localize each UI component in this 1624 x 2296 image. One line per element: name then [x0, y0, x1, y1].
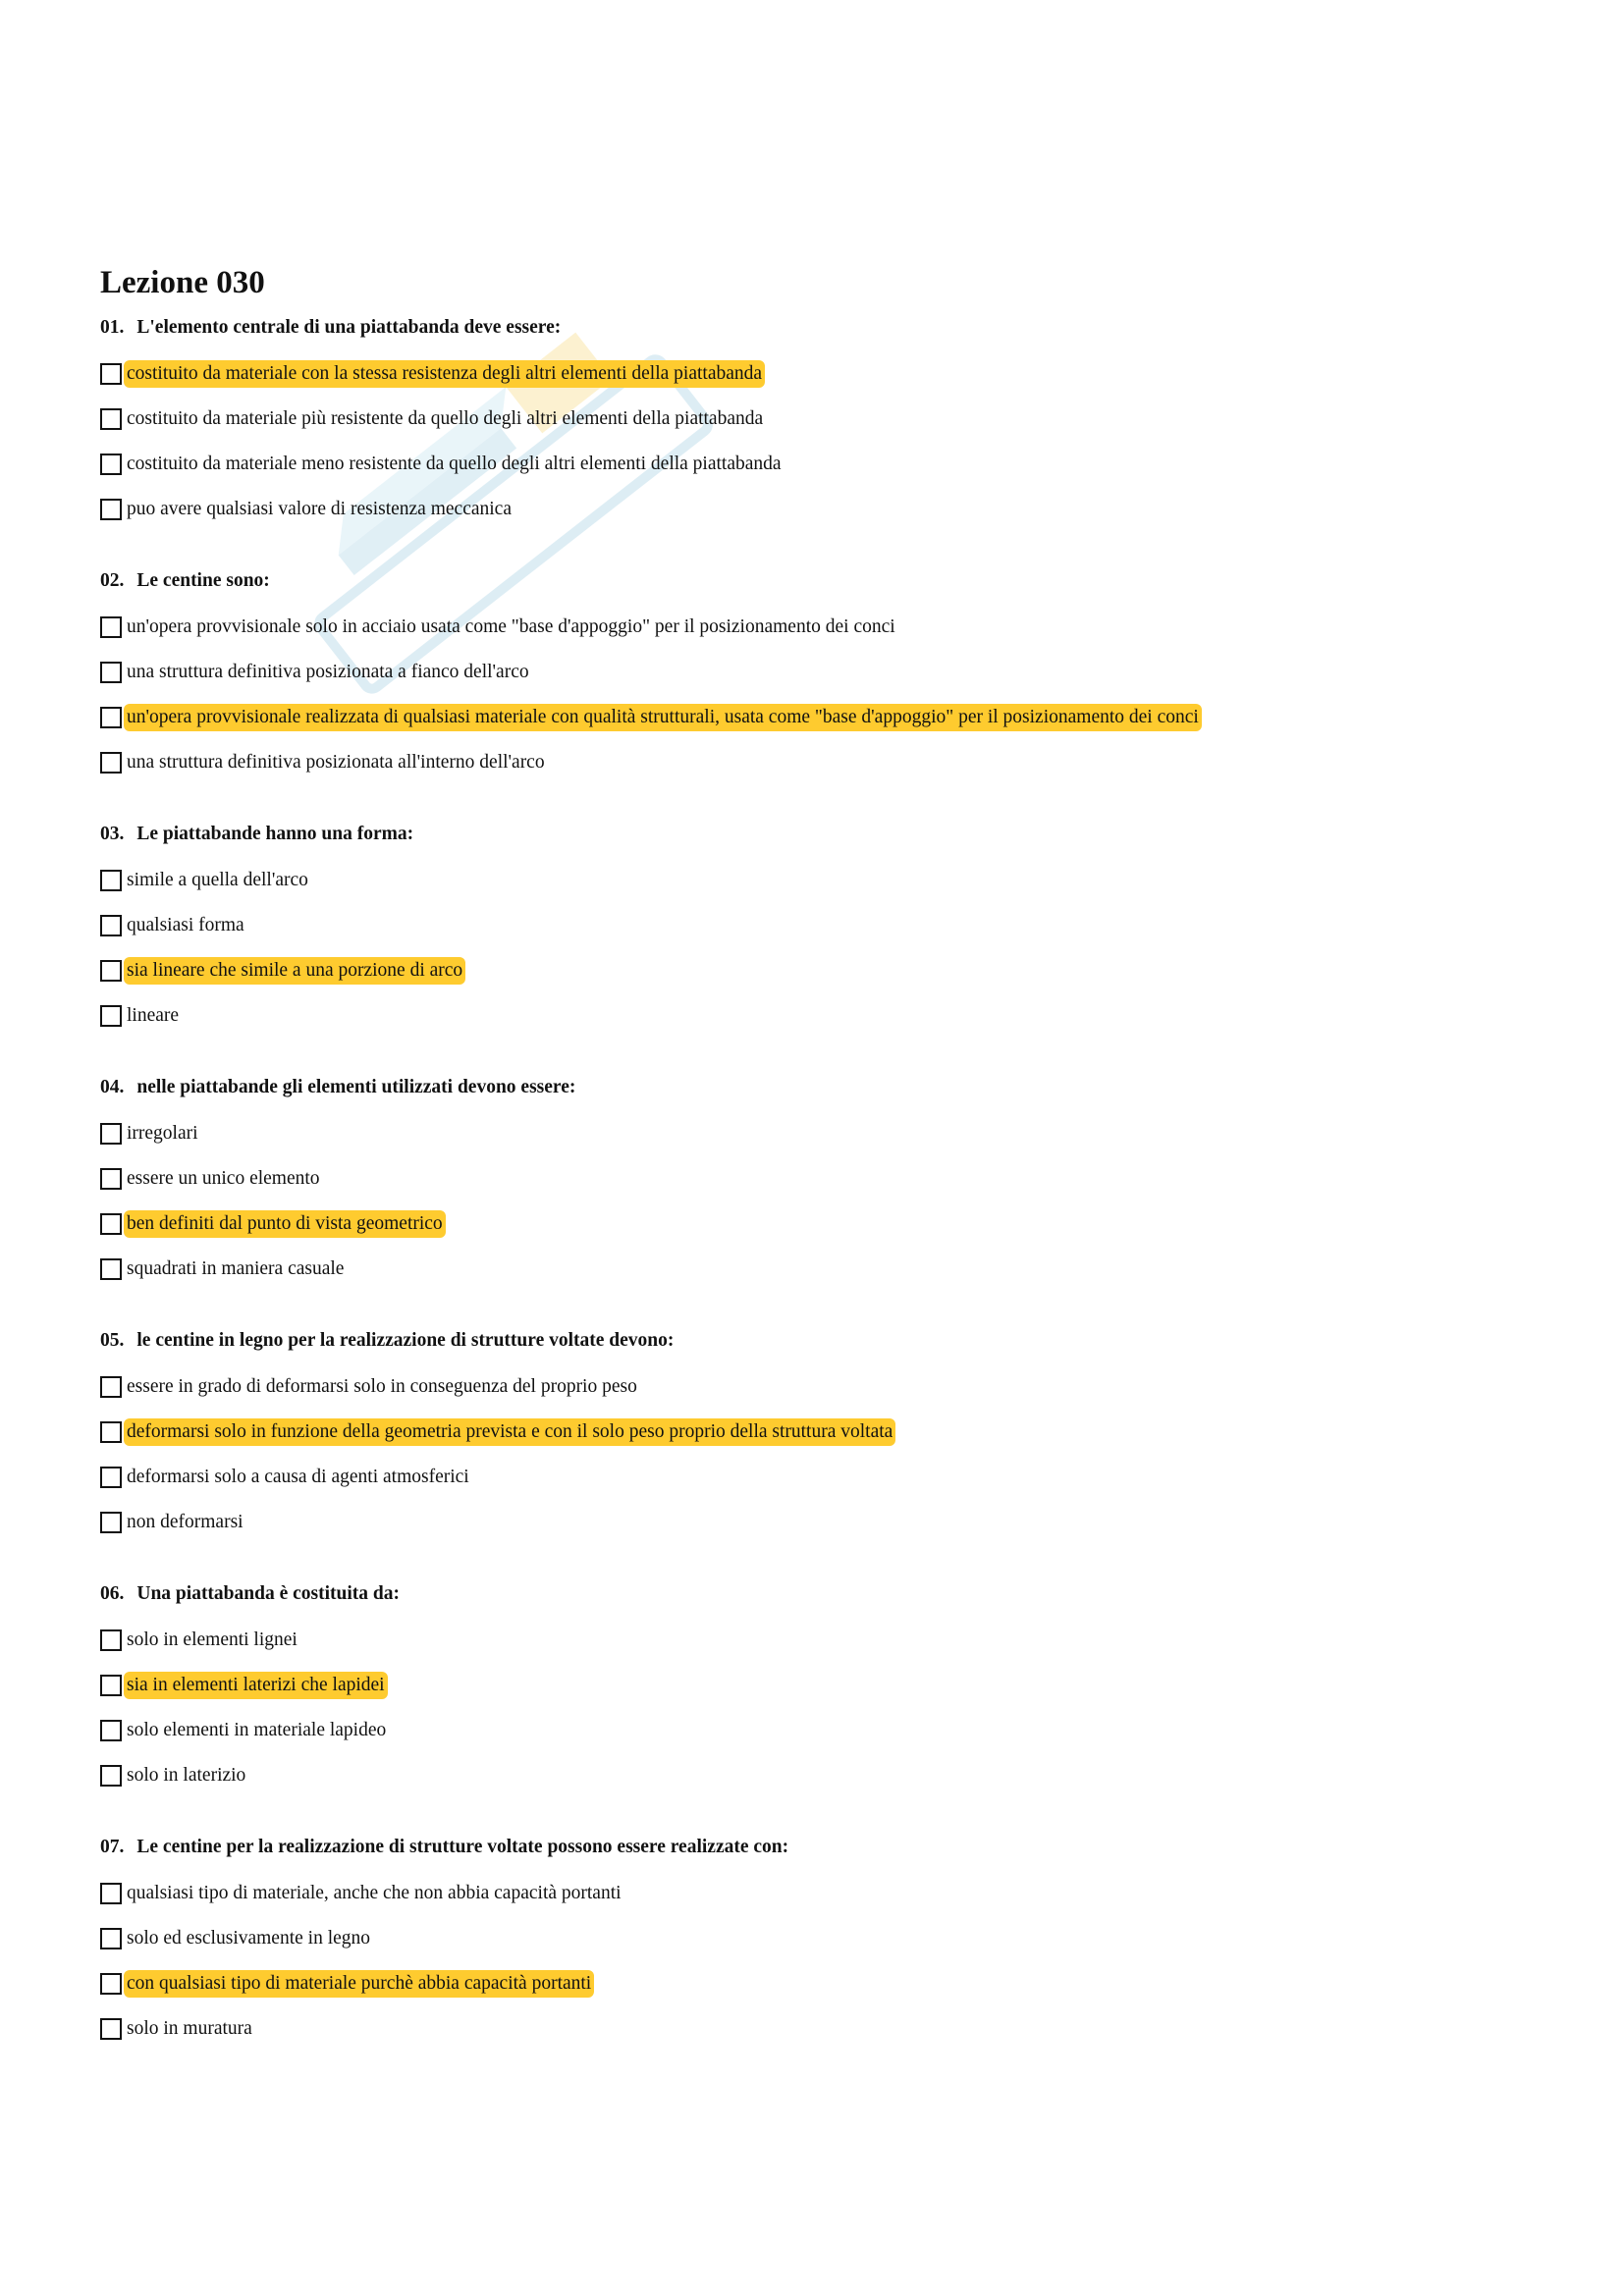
question-4 — [100, 1074, 1524, 1292]
answer-label-highlighted: ben definiti dal punto di vista geometrico — [124, 1210, 446, 1238]
answer-label: costituito da materiale meno resistente da quello degli altri elementi della piattabanda — [127, 454, 782, 474]
question-number: 02. — [100, 570, 125, 591]
answer-option[interactable] — [100, 1916, 1524, 1961]
question-text: le centine in legno per la realizzazione di strutture voltate devono: — [136, 1330, 675, 1351]
answer-option[interactable] — [100, 993, 1524, 1039]
answer-option[interactable] — [100, 1871, 1524, 1916]
answer-option[interactable] — [100, 948, 1524, 993]
answer-option[interactable] — [100, 1247, 1524, 1292]
question-number: 04. — [100, 1077, 125, 1097]
answer-checkbox[interactable] — [100, 454, 122, 475]
answer-label: squadrati in maniera casuale — [127, 1258, 345, 1279]
question-text: nelle piattabande gli elementi utilizzati devono essere: — [136, 1077, 576, 1097]
question-heading — [100, 567, 1524, 595]
question-heading — [100, 314, 1524, 342]
question-2 — [100, 567, 1524, 785]
document-page — [100, 263, 1524, 2087]
answer-checkbox[interactable] — [100, 1421, 122, 1443]
answer-checkbox[interactable] — [100, 1213, 122, 1235]
question-number: 03. — [100, 824, 125, 844]
answer-label: lineare — [127, 1005, 180, 1026]
lesson-title: Lezione 030 — [100, 265, 265, 300]
answer-option[interactable] — [100, 1410, 1524, 1455]
answer-label: essere un unico elemento — [127, 1168, 320, 1189]
answer-option[interactable] — [100, 1663, 1524, 1708]
answer-option[interactable] — [100, 1201, 1524, 1247]
question-heading — [100, 1074, 1524, 1101]
answer-option[interactable] — [100, 351, 1524, 397]
question-heading — [100, 1580, 1524, 1608]
answer-checkbox[interactable] — [100, 499, 122, 520]
question-6 — [100, 1580, 1524, 1798]
answer-option[interactable] — [100, 1961, 1524, 2006]
answer-label: una struttura definitiva posizionata a fianco dell'arco — [127, 662, 529, 682]
answer-checkbox[interactable] — [100, 707, 122, 728]
answer-option[interactable] — [100, 1364, 1524, 1410]
answer-checkbox[interactable] — [100, 870, 122, 891]
answer-label: solo in elementi lignei — [127, 1629, 298, 1650]
answer-label-highlighted: con qualsiasi tipo di materiale purchè abbia capacità portanti — [124, 1970, 594, 1998]
question-number: 05. — [100, 1330, 125, 1351]
answer-checkbox[interactable] — [100, 1629, 122, 1651]
answer-label: solo in laterizio — [127, 1765, 246, 1786]
answer-label: solo ed esclusivamente in legno — [127, 1928, 371, 1949]
question-text: L'elemento centrale di una piattabanda deve essere: — [136, 317, 562, 338]
answer-option[interactable] — [100, 903, 1524, 948]
answer-label: solo elementi in materiale lapideo — [127, 1720, 387, 1740]
answer-label-highlighted: deformarsi solo in funzione della geometria prevista e con il solo peso proprio della struttura voltata — [124, 1418, 895, 1446]
answer-option[interactable] — [100, 2006, 1524, 2052]
question-text: Una piattabanda è costituita da: — [136, 1583, 400, 1604]
question-text: Le centine sono: — [136, 570, 270, 591]
answer-checkbox[interactable] — [100, 1258, 122, 1280]
answer-label: deformarsi solo a causa di agenti atmosferici — [127, 1467, 469, 1487]
answer-checkbox[interactable] — [100, 1765, 122, 1787]
answer-checkbox[interactable] — [100, 1883, 122, 1904]
question-7 — [100, 1834, 1524, 2052]
question-5 — [100, 1327, 1524, 1545]
answer-checkbox[interactable] — [100, 616, 122, 638]
question-heading — [100, 1327, 1524, 1355]
answer-checkbox[interactable] — [100, 1675, 122, 1696]
answer-checkbox[interactable] — [100, 1123, 122, 1145]
answer-option[interactable] — [100, 487, 1524, 532]
answer-checkbox[interactable] — [100, 1928, 122, 1949]
answer-option[interactable] — [100, 858, 1524, 903]
answer-option[interactable] — [100, 695, 1524, 740]
answer-label: irregolari — [127, 1123, 198, 1144]
answer-option[interactable] — [100, 397, 1524, 442]
answer-option[interactable] — [100, 1156, 1524, 1201]
answer-label-highlighted: costituito da materiale con la stessa resistenza degli altri elementi della piattabanda — [124, 360, 765, 388]
question-heading — [100, 821, 1524, 848]
answer-option[interactable] — [100, 1753, 1524, 1798]
answer-label-highlighted: sia in elementi laterizi che lapidei — [124, 1672, 388, 1699]
answer-option[interactable] — [100, 1708, 1524, 1753]
answer-checkbox[interactable] — [100, 408, 122, 430]
answer-checkbox[interactable] — [100, 1720, 122, 1741]
answer-checkbox[interactable] — [100, 1005, 122, 1027]
question-list — [100, 314, 1524, 2052]
answer-checkbox[interactable] — [100, 662, 122, 683]
answer-option[interactable] — [100, 740, 1524, 785]
answer-checkbox[interactable] — [100, 1168, 122, 1190]
answer-label: qualsiasi tipo di materiale, anche che non abbia capacità portanti — [127, 1883, 622, 1903]
answer-option[interactable] — [100, 442, 1524, 487]
answer-checkbox[interactable] — [100, 915, 122, 936]
answer-label: una struttura definitiva posizionata all'interno dell'arco — [127, 752, 545, 773]
answer-label-highlighted: sia lineare che simile a una porzione di arco — [124, 957, 465, 985]
answer-label: essere in grado di deformarsi solo in conseguenza del proprio peso — [127, 1376, 637, 1397]
answer-label: solo in muratura — [127, 2018, 252, 2039]
answer-option[interactable] — [100, 1111, 1524, 1156]
answer-label-highlighted: un'opera provvisionale realizzata di qualsiasi materiale con qualità strutturali, usata come "base d'appoggio" per il posizionamento dei conci — [124, 704, 1202, 731]
answer-checkbox[interactable] — [100, 1512, 122, 1533]
answer-option[interactable] — [100, 1618, 1524, 1663]
answer-checkbox[interactable] — [100, 2018, 122, 2040]
answer-checkbox[interactable] — [100, 1376, 122, 1398]
answer-checkbox[interactable] — [100, 960, 122, 982]
answer-label: costituito da materiale più resistente da quello degli altri elementi della piattabanda — [127, 408, 764, 429]
answer-checkbox[interactable] — [100, 1973, 122, 1995]
question-3 — [100, 821, 1524, 1039]
answer-label: simile a quella dell'arco — [127, 870, 308, 890]
answer-option[interactable] — [100, 1455, 1524, 1500]
answer-label: non deformarsi — [127, 1512, 244, 1532]
answer-option[interactable] — [100, 650, 1524, 695]
question-1 — [100, 314, 1524, 532]
question-text: Le centine per la realizzazione di strutture voltate possono essere realizzate con: — [136, 1837, 789, 1857]
question-text: Le piattabande hanno una forma: — [136, 824, 414, 844]
question-number: 07. — [100, 1837, 125, 1857]
answer-label: qualsiasi forma — [127, 915, 244, 935]
answer-label: un'opera provvisionale solo in acciaio usata come "base d'appoggio" per il posizionamento dei conci — [127, 616, 895, 637]
answer-checkbox[interactable] — [100, 1467, 122, 1488]
answer-checkbox[interactable] — [100, 752, 122, 774]
answer-label: puo avere qualsiasi valore di resistenza meccanica — [127, 499, 512, 519]
question-number: 06. — [100, 1583, 125, 1604]
answer-checkbox[interactable] — [100, 363, 122, 385]
question-number: 01. — [100, 317, 125, 338]
question-heading — [100, 1834, 1524, 1861]
answer-option[interactable] — [100, 605, 1524, 650]
answer-option[interactable] — [100, 1500, 1524, 1545]
